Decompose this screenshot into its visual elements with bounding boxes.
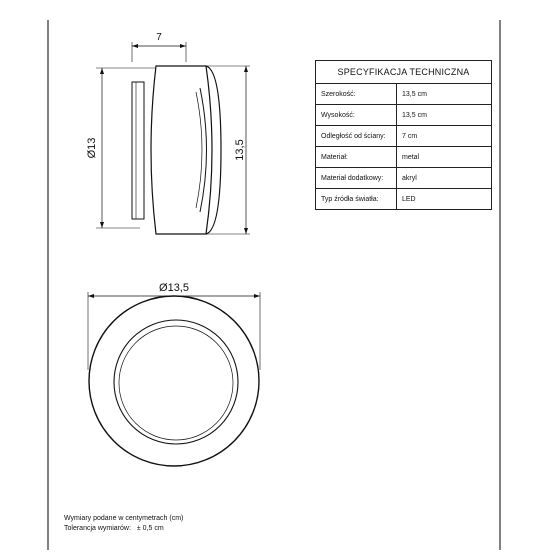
table-row — [316, 189, 492, 210]
spec-value: 13,5 cm — [397, 84, 492, 105]
height-label: 13,5 — [234, 139, 246, 161]
side-view — [86, 32, 250, 234]
mount-plate — [132, 82, 144, 219]
spec-value: metal — [397, 147, 492, 168]
lamp-body-side — [151, 66, 212, 234]
table-row — [316, 168, 492, 189]
tolerance-value: ± 0,5 cm — [136, 525, 164, 532]
units-note: Wymiary podane w centymetrach (cm) — [64, 515, 184, 522]
spec-label: Typ źródła światła: — [316, 189, 397, 210]
spec-label: Materiał: — [316, 147, 397, 168]
depth-label: 7 — [156, 32, 162, 43]
tolerance-note — [64, 524, 164, 533]
spec-label: Odległość od ściany: — [316, 126, 397, 147]
front-view — [88, 282, 260, 466]
spec-label: Szerokość: — [316, 84, 397, 105]
side-diameter-label: Ø13 — [86, 137, 98, 159]
spec-table — [315, 60, 492, 210]
table-row — [316, 126, 492, 147]
front-diameter-label: Ø13,5 — [159, 282, 189, 294]
spec-value: akryl — [397, 168, 492, 189]
diffuser-inner — [119, 326, 233, 440]
spec-value: 7 cm — [397, 126, 492, 147]
table-row — [316, 84, 492, 105]
spec-value: 13,5 cm — [397, 105, 492, 126]
table-row — [316, 147, 492, 168]
tolerance-label: Tolerancja wymiarów: — [64, 525, 131, 532]
spec-label: Materiał dodatkowy: — [316, 168, 397, 189]
spec-table-title: SPECYFIKACJA TECHNICZNA — [316, 61, 492, 84]
spec-value: LED — [397, 189, 492, 210]
table-row — [316, 105, 492, 126]
spec-label: Wysokość: — [316, 105, 397, 126]
spec-table-header — [316, 61, 492, 84]
